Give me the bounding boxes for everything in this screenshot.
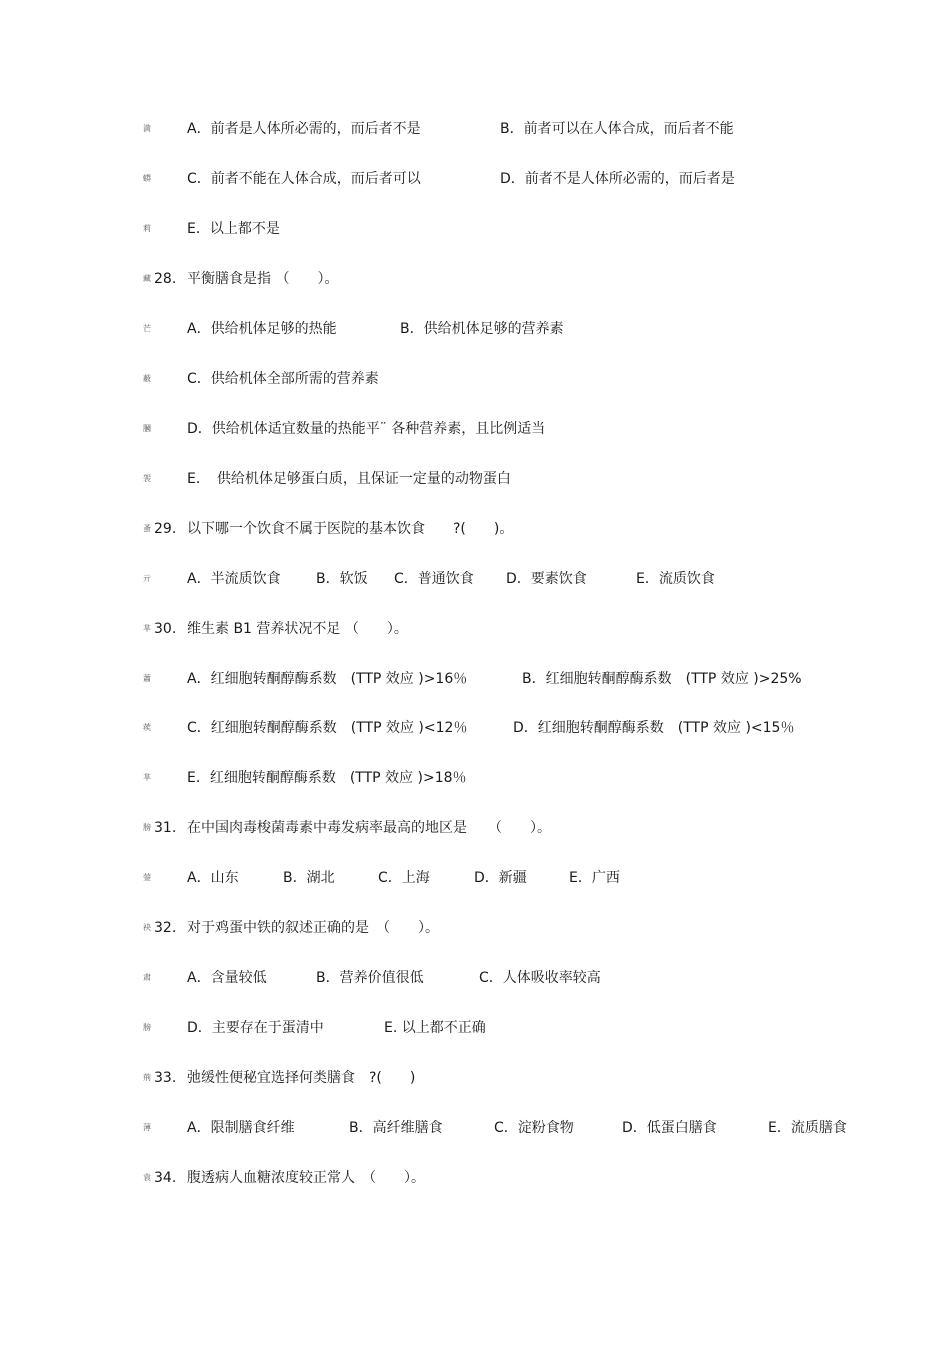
margin-mark: 薄: [143, 1123, 151, 1132]
margin-mark: 膀: [143, 823, 151, 832]
margin-mark: 肃: [143, 973, 151, 982]
question-number: 34.: [154, 1170, 177, 1186]
option-line: [0, 467, 950, 491]
margin-mark: 亓: [143, 574, 151, 583]
option-a: A．山东: [187, 870, 239, 886]
margin-mark: 蓥: [143, 873, 151, 882]
option-line: [0, 667, 950, 691]
option-e: E．红细胞转酮醇酶系数 (TTP 效应 )>18％: [187, 770, 467, 786]
option-c: C．上海: [378, 870, 430, 886]
margin-mark: 蚤: [143, 524, 151, 533]
margin-mark: 袈: [143, 474, 151, 483]
option-a: A．前者是人体所必需的，而后者不是: [187, 121, 421, 137]
question-number: 29.: [154, 521, 177, 537]
option-b: B．软饭: [316, 571, 368, 587]
option-line: [0, 1116, 950, 1140]
margin-mark: 蟒: [143, 174, 151, 183]
option-b: B．前者可以在人体合成，而后者不能: [500, 121, 734, 137]
margin-mark: 膀: [143, 1023, 151, 1032]
option-line: [0, 117, 950, 141]
option-line: [0, 766, 950, 790]
option-c: C．供给机体全部所需的营养素: [187, 371, 379, 387]
question-28: [0, 267, 950, 291]
option-a: A．限制膳食纤维: [187, 1120, 295, 1136]
margin-mark: 蔽: [143, 374, 151, 383]
question-number: 31.: [154, 820, 177, 836]
option-d: D．新疆: [474, 870, 527, 886]
option-a: A．红细胞转酮醇酶系数 (TTP 效应 )>16％: [187, 671, 468, 687]
margin-mark: 芈: [143, 624, 151, 633]
option-b: B．高纤维膳食: [349, 1120, 443, 1136]
option-d: D．低蛋白膳食: [622, 1120, 717, 1136]
question-text: 以下哪一个饮食不属于医院的基本饮食 ?( )。: [187, 521, 514, 537]
option-line: [0, 1016, 950, 1040]
option-line: [0, 167, 950, 191]
option-a: A．半流质饮食: [187, 571, 281, 587]
margin-mark: 莉: [143, 224, 151, 233]
question-29: [0, 517, 950, 541]
option-e: E．流质饮食: [636, 571, 715, 587]
margin-mark: 蕭: [143, 674, 151, 683]
option-b: B．红细胞转酮醇酶系数 (TTP 效应 )>25%: [522, 671, 802, 687]
option-line: [0, 716, 950, 740]
option-d: D．供给机体适宜数量的热能平¨ 各种营养素，且比例适当: [187, 421, 546, 437]
option-c: C．淀粉食物: [494, 1120, 574, 1136]
option-b: B．湖北: [283, 870, 335, 886]
question-number: 33.: [154, 1070, 177, 1086]
option-line: [0, 966, 950, 990]
option-line: [0, 217, 950, 241]
question-text: 弛缓性便秘宜选择何类膳食 ?( ): [187, 1070, 416, 1086]
question-number: 30.: [154, 621, 177, 637]
option-c: C．前者不能在人体合成，而后者可以: [187, 171, 421, 187]
question-number: 32.: [154, 920, 177, 936]
option-c: C．普通饮食: [394, 571, 474, 587]
option-e: E. 以上都不正确: [384, 1020, 486, 1036]
margin-mark: 膕: [143, 424, 151, 433]
question-text: 腹透病人血糖浓度较正常人 （ ）。: [187, 1170, 425, 1186]
option-e: E．广西: [569, 870, 620, 886]
margin-mark: 芒: [143, 324, 151, 333]
margin-mark: 芈: [143, 773, 151, 782]
option-b: B．供给机体足够的营养素: [400, 321, 564, 337]
option-line: [0, 367, 950, 391]
option-line: [0, 866, 950, 890]
option-d: D．主要存在于蛋清中: [187, 1020, 324, 1036]
question-text: 平衡膳食是指 （ ）。: [187, 271, 339, 287]
option-d: D．要素饮食: [506, 571, 587, 587]
margin-mark: 荊: [143, 1073, 151, 1082]
question-text: 对于鸡蛋中铁的叙述正确的是 （ ）。: [187, 920, 439, 936]
margin-mark: 袁: [143, 1173, 151, 1182]
question-32: [0, 916, 950, 940]
option-a: A．含量较低: [187, 970, 267, 986]
option-d: D．前者不是人体所必需的，而后者是: [500, 171, 735, 187]
option-a: A．供给机体足够的热能: [187, 321, 337, 337]
question-30: [0, 617, 950, 641]
option-line: [0, 567, 950, 591]
margin-mark: 藏: [143, 274, 151, 283]
option-e: E．以上都不是: [187, 221, 280, 237]
option-e: E．流质膳食: [768, 1120, 847, 1136]
option-c: C．红细胞转酮醇酶系数 (TTP 效应 )<12％: [187, 720, 468, 736]
question-34: [0, 1166, 950, 1190]
option-e: E． 供给机体足够蛋白质，且保证一定量的动物蛋白: [187, 471, 511, 487]
margin-mark: 満: [143, 124, 151, 133]
question-31: [0, 816, 950, 840]
margin-mark: 袂: [143, 923, 151, 932]
question-number: 28.: [154, 271, 177, 287]
option-c: C．人体吸收率较高: [479, 970, 601, 986]
margin-mark: 蒺: [143, 723, 151, 732]
option-b: B．营养价值很低: [316, 970, 424, 986]
option-line: [0, 317, 950, 341]
question-text: 在中国肉毒梭菌毒素中毒发病率最高的地区是 （ ）。: [187, 820, 551, 836]
option-line: [0, 417, 950, 441]
question-text: 维生素 B1 营养状况不足 （ ）。: [187, 621, 408, 637]
option-d: D．红细胞转酮醇酶系数 (TTP 效应 )<15％: [513, 720, 795, 736]
question-33: [0, 1066, 950, 1090]
